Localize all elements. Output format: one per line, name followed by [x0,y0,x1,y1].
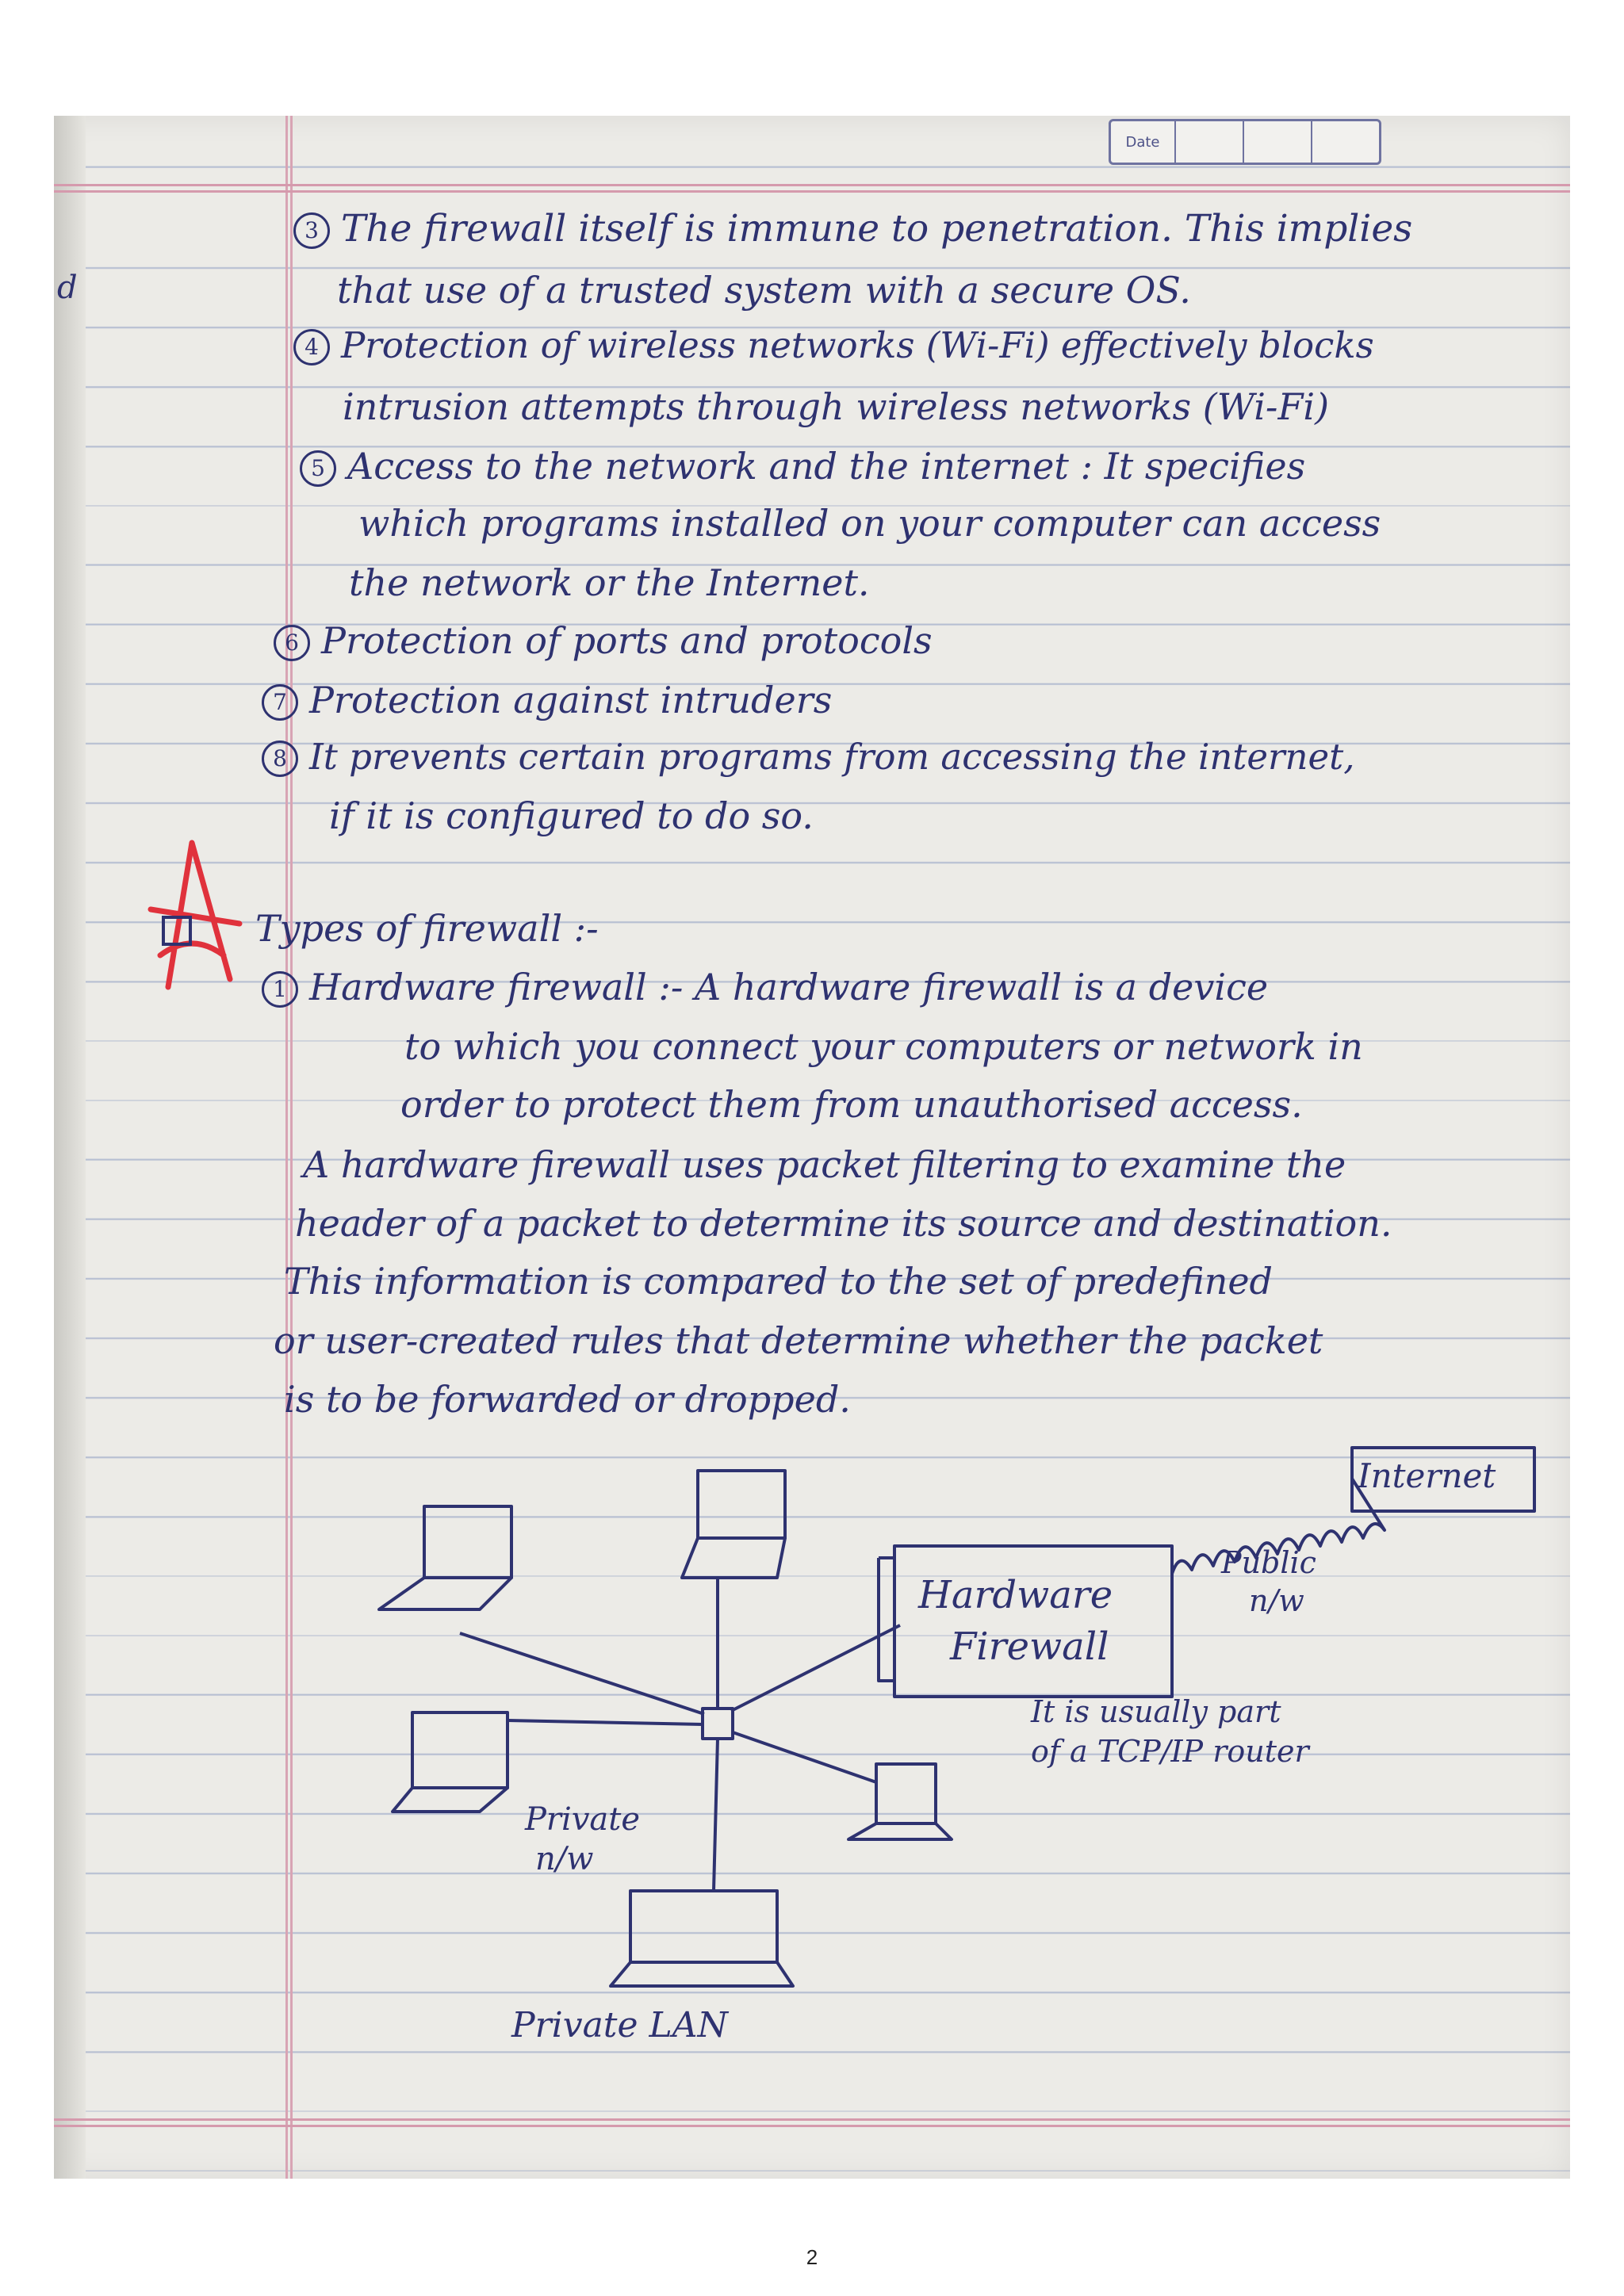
hub-switch [703,1709,733,1739]
public-label: Public [1221,1545,1316,1580]
list-line: 4 Protection of wireless networks (Wi-Fi) effectively blocks [293,327,1374,365]
list-line: which programs installed on your computer can access [358,502,1381,545]
section-heading: Types of firewall :- [255,907,599,950]
list-line: 3 The firewall itself is immune to penetration. This implies [293,210,1412,249]
laptop-screen [630,1891,777,1962]
cable [731,1625,900,1711]
edge-letter: d [57,270,78,306]
private-label: Private [525,1801,641,1838]
laptop-base [611,1962,793,1986]
firewall-box-side [879,1558,894,1681]
paragraph-line: or user-created rules that determine whether the packet [274,1319,1323,1362]
public-label: n/w [1249,1583,1304,1618]
cable [714,1739,718,1891]
paragraph-line: header of a packet to determine its source and destination. [295,1202,1392,1245]
router-note: It is usually part [1031,1694,1281,1729]
firewall-label: Hardware [918,1573,1113,1617]
laptop-base [393,1788,508,1812]
list-line: 5 Access to the network and the internet : It specifies [300,448,1305,487]
laptop-base [379,1578,511,1609]
item-line: to which you connect your computers or network in [404,1025,1363,1068]
list-line: 7 Protection against intruders [262,682,832,721]
internet-label: Internet [1358,1456,1496,1495]
router-note: of a TCP/IP router [1031,1734,1309,1769]
item-line: order to protect them from unauthorised access. [400,1083,1303,1126]
cable [508,1720,703,1724]
paragraph-line: This information is compared to the set of predefined [284,1260,1273,1303]
laptop-screen [412,1712,508,1788]
paragraph-line: A hardware firewall uses packet filtering to examine the [303,1143,1346,1186]
list-line: the network or the Internet. [349,561,870,604]
laptop-screen [424,1506,511,1578]
cable [460,1633,704,1714]
laptop-screen [876,1764,936,1823]
firewall-label: Firewall [950,1624,1109,1669]
list-line: if it is configured to do so. [329,794,814,837]
private-lan-label: Private LAN [511,2005,729,2045]
cable [733,1732,876,1782]
private-label: n/w [535,1841,594,1877]
laptop-screen [698,1471,785,1538]
list-line: that use of a trusted system with a secure OS. [337,269,1191,312]
page-number: 2 [806,2245,818,2269]
firewall-box [894,1546,1172,1697]
list-line: intrusion attempts through wireless networks (Wi-Fi) [343,385,1330,428]
date-label: Date [1111,121,1176,163]
list-line: 6 Protection of ports and protocols [274,622,933,661]
list-line: 8 It prevents certain programs from accessing the internet, [262,739,1355,777]
laptop-base [682,1538,785,1578]
item-line: 1 Hardware firewall :- A hardware firewall is a device [262,969,1268,1008]
paragraph-line: is to be forwarded or dropped. [284,1378,851,1421]
laptop-base [848,1823,952,1839]
